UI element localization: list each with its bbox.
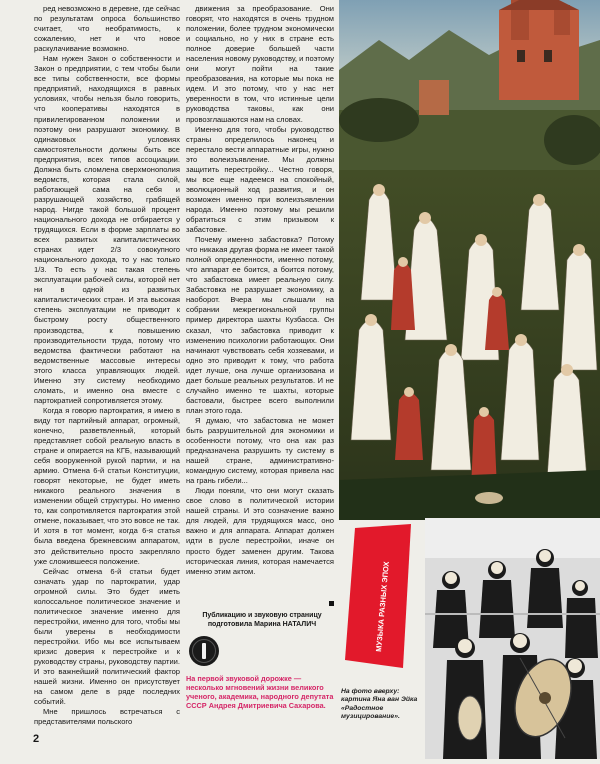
article-column-middle	[186, 4, 334, 576]
musicians-photo	[425, 518, 600, 759]
musicians-photo-scene	[425, 518, 600, 759]
page-number: 2	[33, 733, 40, 745]
article-paragraph: движения за преобразование. Они говорят, что находятся в очень трудном положении, более трудном экономически и социально, но у них в стране есть полное доверие большей части населения новому руководству, и поэтому они могут пойти на такие преобразования, на которые мы пока не идем. И это потому, что у нас нет уверенности в том, что истинные цели руководства таковы, как они провозглашаются нам на словах.	[186, 4, 334, 124]
section-label-text: МУЗЫКА РАЗНЫХ ЭПОХ	[374, 561, 391, 653]
article-paragraph: Именно для того, чтобы руководство страны определилось наконец и перестало вести аппаратные игры, нужно это волеизъявление. Мы должны защитить перестройку... Честно говоря, мы все еще надеемся на спокойный, эволюционный ход развития, и он возможен именно при волеизъявлении народа. Именно поэтому мы решили обратиться с этим призывом к забастовке.	[186, 124, 334, 235]
painting-illustration	[339, 0, 600, 520]
painting-scene	[339, 0, 600, 520]
article-paragraph: Нам нужен Закон о собственности и Закон о предприятии, с тем чтобы были все типы собственности, все формы предприятий, находящихся в равных условиях, чтобы нельзя было говорить, что кооперативы находятся в привилегированном положении и поэтому они разрушают экономику. В одинаковых условиях самостоятельности должны быть все предприятия, всех типов ассоциации. Должна быть сломлена сверхмонополия ведомств, которая стала силой, работающей сама на себя и разрушающей хозяйство, грабящей народ. Нигде такой большой процент национального дохода не отбирается у трудящихся. Если в форме зарплаты во всех развитых капиталистических странах идет 2/3 совокупного национального дохода, то у нас только 1/3. То есть у нас такая степень эксплуатации рабочей силы, которой нет ни в одной из развитых капиталистических стран. И эта высокая степень эксплуатации не приводит к быстрому росту общественного производства, к повышению производительности труда, потому что ведомства фактически работают на ведомственные массовые интересы этого класса управляющих людей. Именно эту систему необходимо сломать, и именно она вместе с партократией сопротивляется этому.	[34, 54, 180, 405]
article-paragraph: ред невозможно в деревне, где сейчас по результатам опроса большинство считает, что необратимость, к сожалению, нет и что новое раскулачивание возможно.	[34, 4, 180, 54]
publication-credit: Публикацию и звуковую страницу подготовила Марина НАТАЛИЧ	[202, 612, 322, 628]
article-paragraph: Мне пришлось встречаться с представителями польского	[34, 707, 180, 727]
flexi-disc-icon	[189, 636, 219, 666]
article-end-mark	[329, 601, 334, 606]
article-paragraph: Почему именно забастовка? Потому что никакая другая форма не имеет такой полной определенности, именно потому, что аппарат ее боится, а боится потому, что забастовка имеет реальную силу. Забастовка не разрушает экономику, а наоборот. Вчера мы слышали на собрании межрегиональной группы пример директора шахты Кузбасса. Он сказал, что забастовка приводит к изменению психологии работающих. Они начинают чувствовать себя хозяевами, и одно это приводит к тому, что работа идет лучше, она лучше организована и дает больше реальных результатов. И не случайно именно те шахты, которые бастовали, быстрее всего выполнили план этого года.	[186, 235, 334, 415]
audio-track-note: На первой звуковой дорожке — несколько мгновений жизни великого ученого, академика, народного депутата СССР Андрея Дмитриевича Сахарова.	[186, 674, 334, 710]
article-column-left	[34, 4, 180, 727]
article-paragraph: Сейчас отмена 6-й статьи будет означать удар по партократии, удар огромной силы. Это будет иметь колоссальное политическое значение и политическое значение именно для перестройки, именно для того, чтобы мы были уверены в необходимости перестройки. Ибо мы все испытываем кризис доверия к перестройке и к руководству страны, руководству партии. И это важнейший политический фактор нашей жизни. Именно он присутствует на самом деле в ряде последних событий.	[34, 566, 180, 707]
article-paragraph: Я думаю, что забастовка не может быть разрушительной для экономики и особенности потому, что она как раз предназначена разрушить ту систему в нашей стране, административно-командную систему, которая привела нас на грань гибели...	[186, 415, 334, 486]
section-label-block	[341, 520, 413, 670]
article-paragraph: Люди поняли, что они могут сказать свое слово в политической истории нашей страны. И это созначение важно для людей, для трудящихся масс, оно важно и для аппарата. Аппарат должен идти в русле перестройки, иначе он просто будет заменен другим. Такова историческая линия, которая намечается именно этим актом.	[186, 486, 334, 576]
article-paragraph: Когда я говорю партократия, я имею в виду тот партийный аппарат, огромный, конечно, разветвленный, который представляет собой реальную власть в стране и опирается на КГБ, называющий себя вооруженной рукой партии, и на армию. Отмена 6-й статьи Конституции, говорят некоторые, не будет иметь никакого реального значения в изменении общей структуры. Но именно то, как сопротивляется партократия этой отмене, показывает, что это вовсе не так. И хотя в тот момент, когда 6-я статья была введена брежневским аппаратом, это действительно просто закрепляло уже сложившееся положение.	[34, 405, 180, 566]
photo-caption: На фото вверху: картина Яна ван Эйка «Радостное музицирование».	[341, 688, 418, 721]
